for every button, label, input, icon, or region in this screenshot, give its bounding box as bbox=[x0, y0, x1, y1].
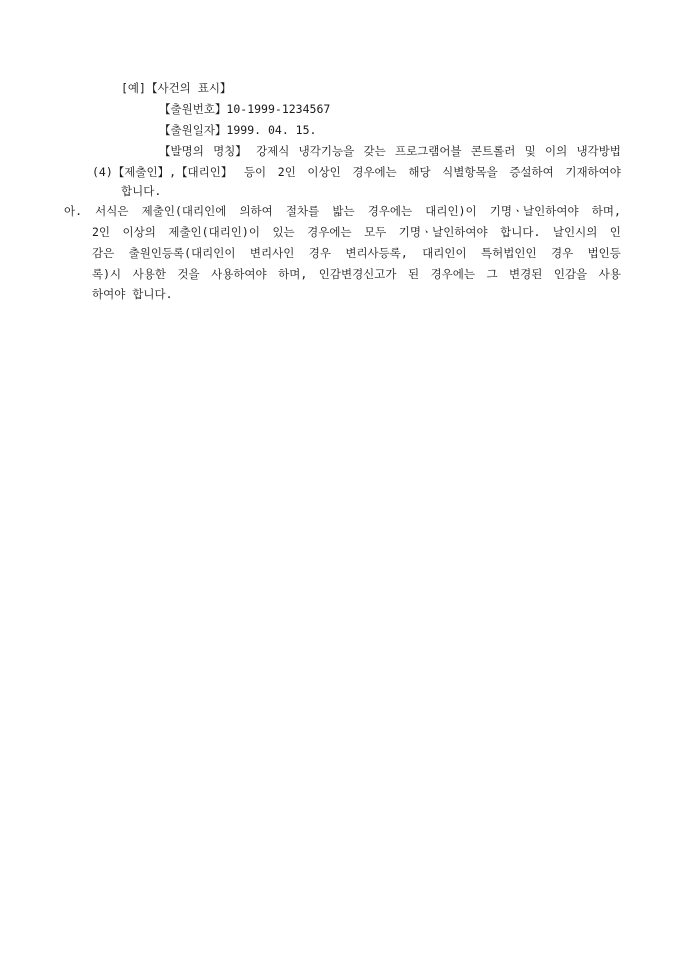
note-a-line-1: 아. 서식은 제출인(대리인에 의하여 절차를 밟는 경우에는 대리인)이 기명ㆍ날인하여야 하며, bbox=[64, 204, 621, 218]
application-date: 【출원일자】1999. 04. 15. bbox=[159, 123, 317, 137]
note-a-line-4: 록)시 사용한 것을 사용하여야 하며, 인감변경신고가 된 경우에는 그 변경된 인감을 사용 bbox=[92, 267, 621, 281]
note-4-line-2: 합니다. bbox=[121, 184, 162, 198]
note-a-line-5: 하여야 합니다. bbox=[92, 287, 173, 301]
application-number: 【출원번호】10-1999-1234567 bbox=[159, 102, 331, 116]
note-a-line-2: 2인 이상의 제출인(대리인)이 있는 경우에는 모두 기명ㆍ날인하여야 합니다. 날인시의 인 bbox=[92, 225, 621, 239]
note-4-line-1: (4)【제출인】,【대리인】 등이 2인 이상인 경우에는 해당 식별항목을 증설하여 기재하여야 bbox=[92, 165, 621, 179]
example-header: [예]【사건의 표시】 bbox=[121, 81, 232, 95]
note-a-line-3: 감은 출원인등록(대리인이 변리사인 경우 변리사등록, 대리인이 특허법인인 경우 법인등 bbox=[92, 246, 621, 260]
invention-title: 【발명의 명칭】 강제식 냉각기능을 갖는 프로그램어블 콘트롤러 및 이의 냉각방법 bbox=[159, 144, 621, 158]
